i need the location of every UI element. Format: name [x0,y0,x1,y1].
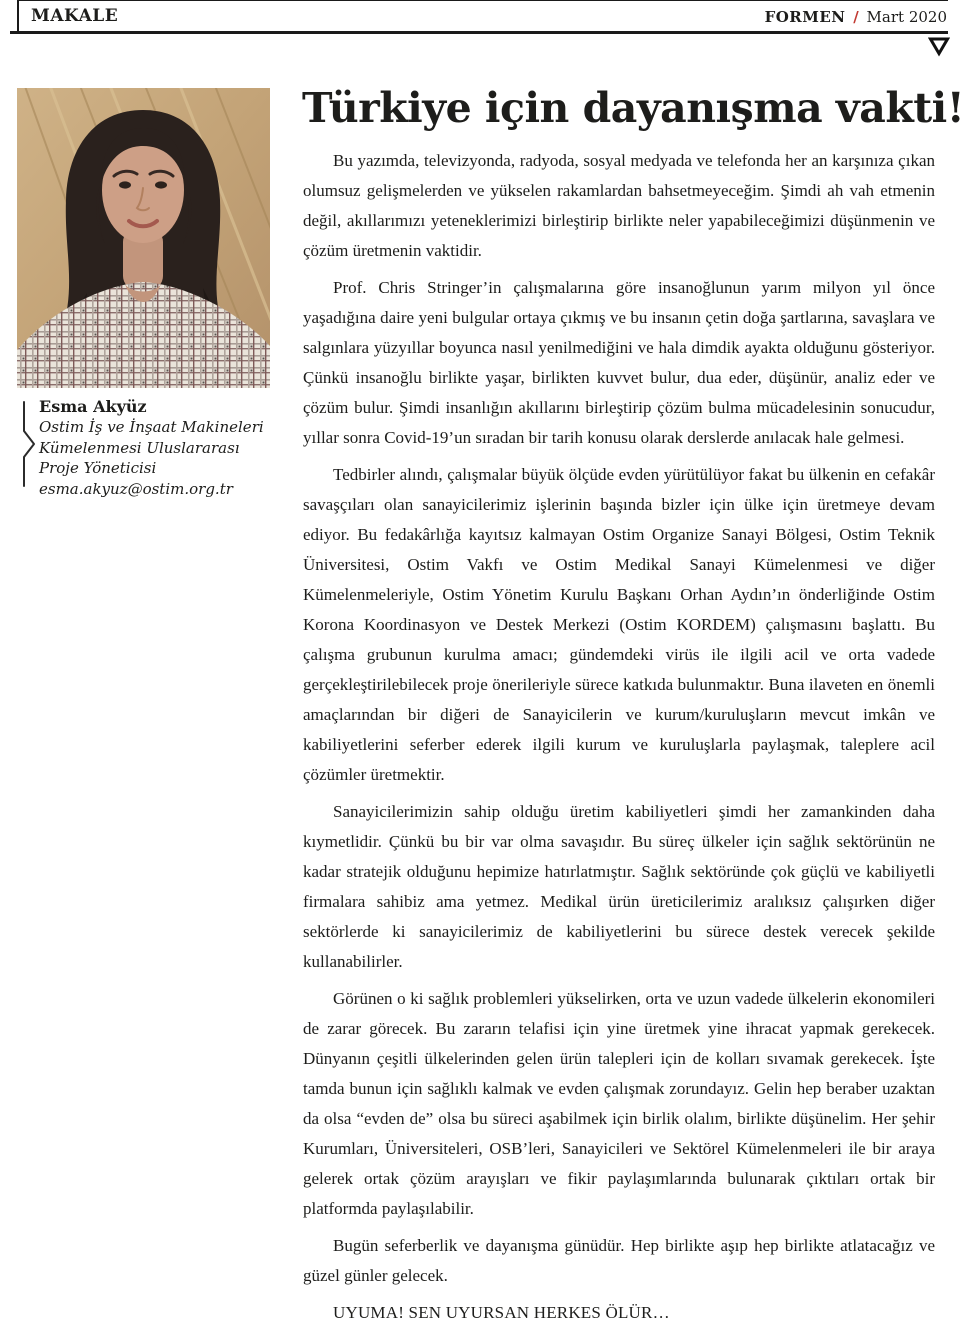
article-paragraph: Sanayicilerimizin sahip olduğu üretim kabiliyetleri şimdi her zamankinden daha kıymetlidir. Çünkü bu bir var olma savaşıdır. Bu süreç ülkeler için sağlık sektörünün ne kadar stratejik olduğunu hepimize hatırlatmıştır. Sağlık sektöründe çok güçlü ve kabiliyetli firmalara sahibiz ama yetmez. Medikal ürün üreticilerimiz aralıksız çalışırken diğer sektörlerde ki sanayicilerimiz de kabiliyetlerini bu sürece destek verecek şekilde kullanabilirler. [303,802,935,971]
magazine-name: FORMEN [764,8,846,26]
article-paragraph: Bu yazımda, televizyonda, radyoda, sosyal medyada ve telefonda her an karşınıza çıkan olumsuz gelişmelerden ve yükselen rakamlardan bahsetmeyeceğim. Şimdi ah vah etmenin değil, akıllarımızı yeteneklerimizi birleştirip birlikte neler yapabileceğimizi düşünmenin ve çözüm üretmenin vaktidir. [303,151,935,260]
header-bottom-rule [10,31,948,34]
author-block [19,396,284,499]
issue-date: Mart 2020 [866,8,947,26]
issue-separator: / [853,8,859,26]
triangle-down-icon [928,37,950,57]
article-closing-line: UYUMA! SEN UYURSAN HERKES ÖLÜR… [333,1303,670,1322]
author-bracket-icon [19,400,37,488]
article-paragraph: Tedbirler alındı, çalışmalar büyük ölçüde evden yürütülüyor fakat bu ülkenin en cefakâr savaşçıları olan sanayicilerimiz işlerinin başında bizler için ülke için üretmeye devam ediyor. Bu fedakârlığa kayıtsız kalmayan Ostim Organize Sanayi Bölgesi, Ostim Teknik Üniversitesi, Ostim Vakfı ve Ostim Medikal Sanayi Kümelenmesi ve diğer Kümelenmeleriyle, Ostim Yönetim Kurulu Başkanı Orhan Aydın’ın önderliğinde Ostim Korona Koordinasyon ve Destek Merkezi (Ostim KORDEM) çalışmasını başlattı. Bu çalışma grubunun kurulma amacı; gündemdeki virüs ile ilgili acil ve orta vadede gerçekleştirilebilecek proje önerileriyle sürece katkıda bulunmaktır. Buna ilaveten en önemli amaçlarından bir diğeri de Sanayicilerin ve kurum/kuruluşların mevcut imkân ve kabiliyetlerini seferber ederek ilgili kurum ve kuruluşlarla paylaşmak, taleplere acil çözümler üretmektir. [303,465,935,784]
author-name: Esma Akyüz [39,397,147,416]
section-label: MAKALE [31,6,119,26]
author-role-line: Ostim İş ve İnşaat Makineleri [39,418,264,436]
article-paragraph: Bugün seferberlik ve dayanışma günüdür. Hep birlikte aşıp hep birlikte atlatacağız ve güzel günler gelecek. [303,1236,935,1285]
article-body [303,146,935,1328]
article-paragraph: Görünen o ki sağlık problemleri yükselirken, orta ve uzun vadede ülkelerin ekonomileri de zarar görecek. Bu zararın telafisi için yine üretmek yine ihracat yapmak gerekecek. Dünyanın çeşitli ülkelerinden gelen ürün talepleri için de kolları sıvamak gerekecek. İşte tamda bunun için sağlıklı kalmak ve evden çalışmak zorundayız. Gelin hep beraber uzaktan da olsa “evden de” olsa bu süreci aşabilmek için birlik olalım, birlikte düşünelim. Her şehir Kurumları, Üniversiteleri, OSB’leri, Sanayicileri ve Sektörel Kümelenmeleri ile bir araya gelerek ortak çözüm arayışları ve fikir paylaşımlarında bulunarak çıktıları ortak bir platformda paylaşılabilir. [303,989,935,1218]
author-email: esma.akyuz@ostim.org.tr [39,479,233,498]
author-photo [17,88,270,388]
author-role-line: Kümelenmesi Uluslararası [39,438,240,457]
header-top-rule [17,0,948,1]
header-left-rule [17,0,19,32]
issue-line [765,8,947,26]
article-paragraph: Prof. Chris Stringer’in çalışmalarına göre insanoğlunun yarım milyon yıl önce yaşadığına daire yeni bulgular ortaya çıkmış ve bu insanın çetin doğa şartlarına, savaşlara ve salgınlara yüzyıllar boyunca nasıl yenilmediğini ve hala dimdik ayakta olduğunu gösteriyor. Çünkü insanoğlu birlikte yaşar, birlikten kuvvet bulur, dua eder, düşünür, analiz eder ve çözüm bulur. Şimdi insanlığın akıllarını birleştirip çözüm bulma mücadelesinin sonucudur, yıllar sonra Covid-19’un sıradan bir tarih konusu olarak derslerde anılacak hale gelmesi. [303,278,935,447]
author-role-line: Proje Yöneticisi [39,459,157,477]
article-title: Türkiye için dayanışma vakti! [302,84,965,132]
